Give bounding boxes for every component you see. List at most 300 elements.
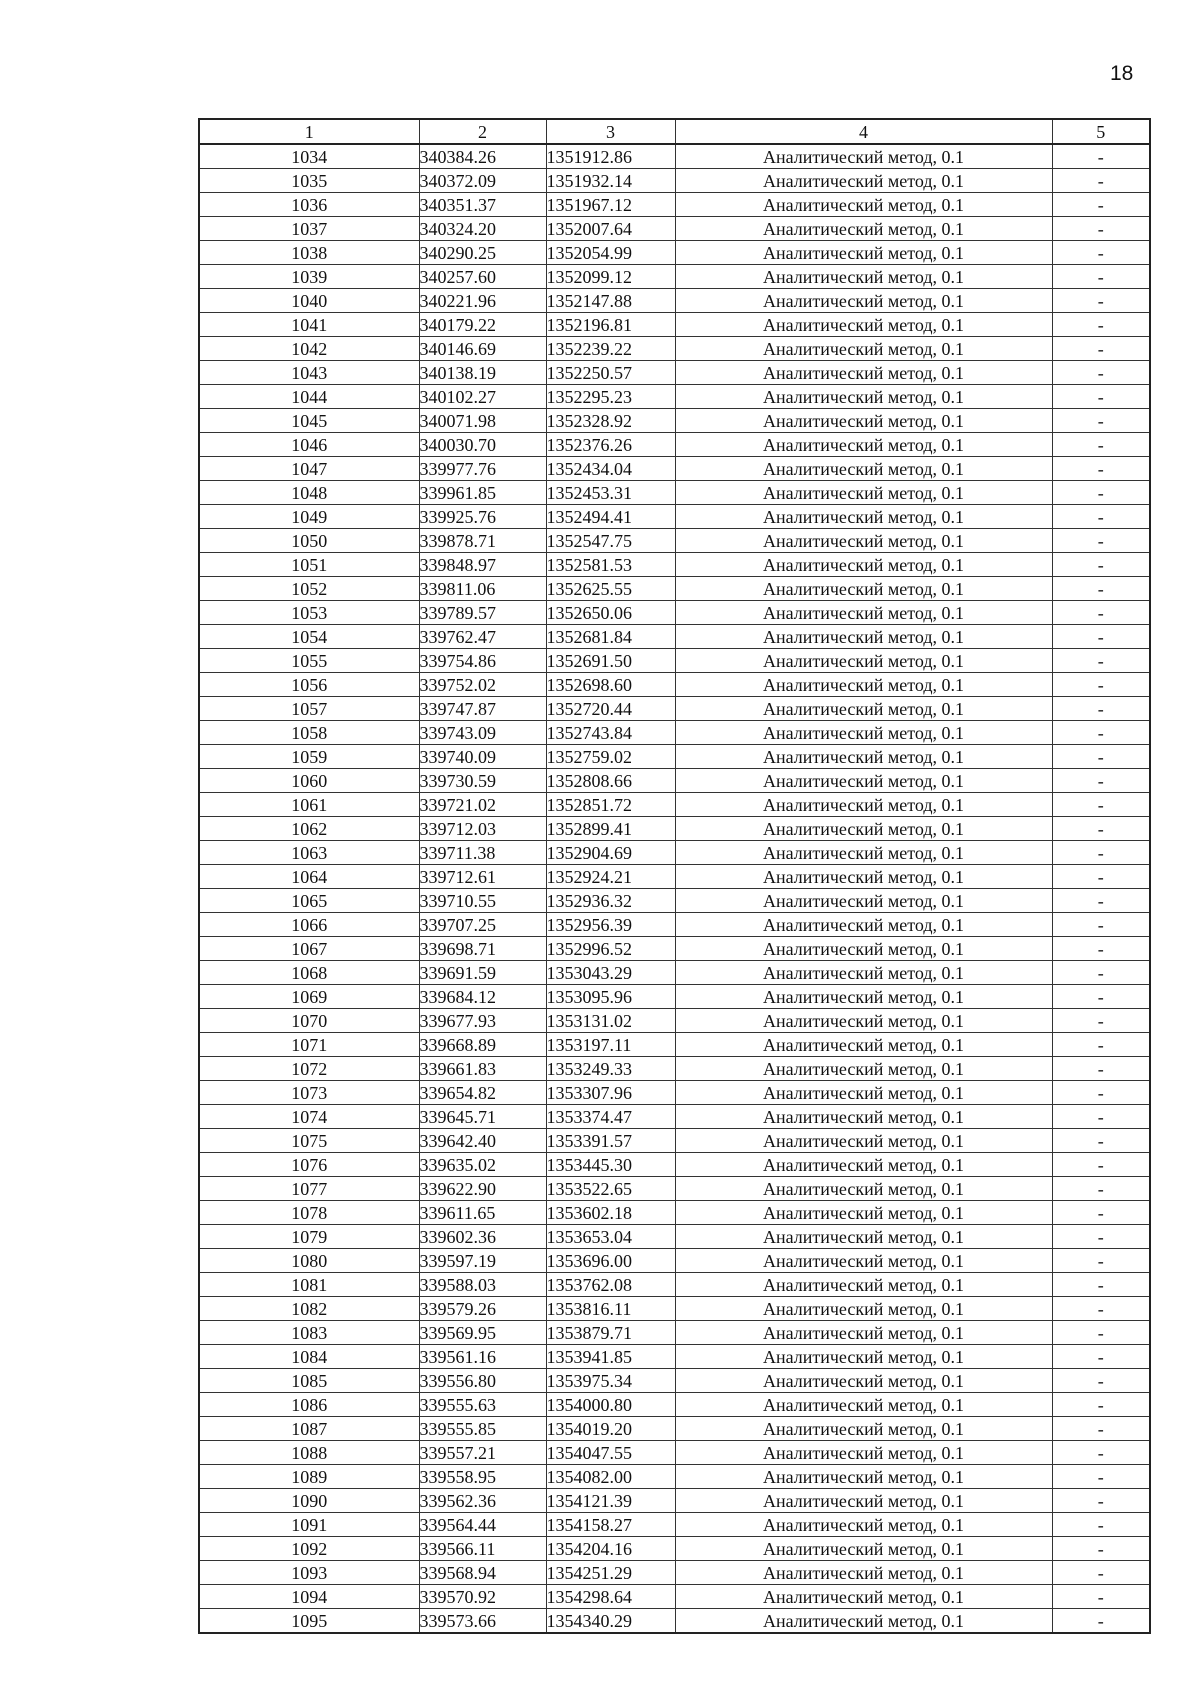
point-number-cell: 1046: [199, 433, 419, 457]
y-coordinate-cell: 1352851.72: [546, 793, 675, 817]
point-number-cell: 1061: [199, 793, 419, 817]
table-row: [199, 625, 1150, 649]
y-coordinate-cell: 1352099.12: [546, 265, 675, 289]
note-cell: -: [1052, 1033, 1150, 1057]
header-row: [199, 119, 1150, 144]
x-coordinate-cell: 340030.70: [419, 433, 546, 457]
y-coordinate-cell: 1352650.06: [546, 601, 675, 625]
note-cell: -: [1052, 913, 1150, 937]
point-number-cell: 1092: [199, 1537, 419, 1561]
point-number-cell: 1062: [199, 817, 419, 841]
method-cell: Аналитический метод, 0.1: [675, 577, 1052, 601]
x-coordinate-cell: 340372.09: [419, 169, 546, 193]
note-cell: -: [1052, 1489, 1150, 1513]
table-row: [199, 1129, 1150, 1153]
x-coordinate-cell: 340146.69: [419, 337, 546, 361]
point-number-cell: 1084: [199, 1345, 419, 1369]
note-cell: -: [1052, 1369, 1150, 1393]
method-cell: Аналитический метод, 0.1: [675, 1585, 1052, 1609]
y-coordinate-cell: 1352453.31: [546, 481, 675, 505]
method-cell: Аналитический метод, 0.1: [675, 649, 1052, 673]
x-coordinate-cell: 339555.85: [419, 1417, 546, 1441]
point-number-cell: 1090: [199, 1489, 419, 1513]
note-cell: -: [1052, 1393, 1150, 1417]
table-row: [199, 1273, 1150, 1297]
method-cell: Аналитический метод, 0.1: [675, 841, 1052, 865]
point-number-cell: 1095: [199, 1609, 419, 1634]
table-row: [199, 1105, 1150, 1129]
point-number-cell: 1064: [199, 865, 419, 889]
table-row: [199, 913, 1150, 937]
point-number-cell: 1035: [199, 169, 419, 193]
table-row: [199, 1177, 1150, 1201]
x-coordinate-cell: 339622.90: [419, 1177, 546, 1201]
table-row: [199, 361, 1150, 385]
table-row: [199, 193, 1150, 217]
method-cell: Аналитический метод, 0.1: [675, 1369, 1052, 1393]
table-row: [199, 1561, 1150, 1585]
x-coordinate-cell: 339642.40: [419, 1129, 546, 1153]
method-cell: Аналитический метод, 0.1: [675, 1321, 1052, 1345]
table-row: [199, 1297, 1150, 1321]
y-coordinate-cell: 1353522.65: [546, 1177, 675, 1201]
x-coordinate-cell: 339707.25: [419, 913, 546, 937]
method-cell: Аналитический метод, 0.1: [675, 937, 1052, 961]
table-row: [199, 1465, 1150, 1489]
table-row: [199, 337, 1150, 361]
point-number-cell: 1053: [199, 601, 419, 625]
method-cell: Аналитический метод, 0.1: [675, 1009, 1052, 1033]
point-number-cell: 1055: [199, 649, 419, 673]
method-cell: Аналитический метод, 0.1: [675, 337, 1052, 361]
y-coordinate-cell: 1352007.64: [546, 217, 675, 241]
note-cell: -: [1052, 673, 1150, 697]
method-cell: Аналитический метод, 0.1: [675, 1345, 1052, 1369]
x-coordinate-cell: 339558.95: [419, 1465, 546, 1489]
note-cell: -: [1052, 1153, 1150, 1177]
method-cell: Аналитический метод, 0.1: [675, 1513, 1052, 1537]
note-cell: -: [1052, 1585, 1150, 1609]
method-cell: Аналитический метод, 0.1: [675, 217, 1052, 241]
table-row: [199, 144, 1150, 169]
note-cell: -: [1052, 1105, 1150, 1129]
point-number-cell: 1076: [199, 1153, 419, 1177]
method-cell: Аналитический метод, 0.1: [675, 241, 1052, 265]
point-number-cell: 1077: [199, 1177, 419, 1201]
x-coordinate-cell: 339762.47: [419, 625, 546, 649]
note-cell: -: [1052, 529, 1150, 553]
note-cell: -: [1052, 313, 1150, 337]
y-coordinate-cell: 1352720.44: [546, 697, 675, 721]
table-row: [199, 1009, 1150, 1033]
point-number-cell: 1078: [199, 1201, 419, 1225]
table-body: [199, 144, 1150, 1633]
note-cell: -: [1052, 553, 1150, 577]
method-cell: Аналитический метод, 0.1: [675, 1105, 1052, 1129]
method-cell: Аналитический метод, 0.1: [675, 1417, 1052, 1441]
point-number-cell: 1043: [199, 361, 419, 385]
y-coordinate-cell: 1352494.41: [546, 505, 675, 529]
header-col-5: 5: [1052, 119, 1150, 144]
y-coordinate-cell: 1353602.18: [546, 1201, 675, 1225]
note-cell: -: [1052, 577, 1150, 601]
note-cell: -: [1052, 1297, 1150, 1321]
method-cell: Аналитический метод, 0.1: [675, 1153, 1052, 1177]
table-row: [199, 1369, 1150, 1393]
method-cell: Аналитический метод, 0.1: [675, 409, 1052, 433]
y-coordinate-cell: 1352743.84: [546, 721, 675, 745]
y-coordinate-cell: 1354082.00: [546, 1465, 675, 1489]
y-coordinate-cell: 1352054.99: [546, 241, 675, 265]
y-coordinate-cell: 1352996.52: [546, 937, 675, 961]
x-coordinate-cell: 339789.57: [419, 601, 546, 625]
table-row: [199, 961, 1150, 985]
note-cell: -: [1052, 457, 1150, 481]
y-coordinate-cell: 1352239.22: [546, 337, 675, 361]
method-cell: Аналитический метод, 0.1: [675, 865, 1052, 889]
note-cell: -: [1052, 1537, 1150, 1561]
y-coordinate-cell: 1352904.69: [546, 841, 675, 865]
method-cell: Аналитический метод, 0.1: [675, 625, 1052, 649]
note-cell: -: [1052, 961, 1150, 985]
x-coordinate-cell: 339557.21: [419, 1441, 546, 1465]
x-coordinate-cell: 340102.27: [419, 385, 546, 409]
table-row: [199, 721, 1150, 745]
point-number-cell: 1034: [199, 144, 419, 169]
x-coordinate-cell: 340221.96: [419, 289, 546, 313]
note-cell: -: [1052, 144, 1150, 169]
x-coordinate-cell: 339556.80: [419, 1369, 546, 1393]
point-number-cell: 1069: [199, 985, 419, 1009]
y-coordinate-cell: 1352625.55: [546, 577, 675, 601]
point-number-cell: 1039: [199, 265, 419, 289]
note-cell: -: [1052, 265, 1150, 289]
x-coordinate-cell: 339878.71: [419, 529, 546, 553]
y-coordinate-cell: 1354204.16: [546, 1537, 675, 1561]
method-cell: Аналитический метод, 0.1: [675, 481, 1052, 505]
table-row: [199, 1417, 1150, 1441]
method-cell: Аналитический метод, 0.1: [675, 961, 1052, 985]
note-cell: -: [1052, 1201, 1150, 1225]
method-cell: Аналитический метод, 0.1: [675, 1273, 1052, 1297]
point-number-cell: 1038: [199, 241, 419, 265]
method-cell: Аналитический метод, 0.1: [675, 529, 1052, 553]
point-number-cell: 1074: [199, 1105, 419, 1129]
x-coordinate-cell: 339588.03: [419, 1273, 546, 1297]
note-cell: -: [1052, 385, 1150, 409]
method-cell: Аналитический метод, 0.1: [675, 289, 1052, 313]
table-row: [199, 793, 1150, 817]
x-coordinate-cell: 339712.61: [419, 865, 546, 889]
table-row: [199, 505, 1150, 529]
table-row: [199, 313, 1150, 337]
table-row: [199, 457, 1150, 481]
y-coordinate-cell: 1352196.81: [546, 313, 675, 337]
x-coordinate-cell: 339698.71: [419, 937, 546, 961]
note-cell: -: [1052, 1417, 1150, 1441]
y-coordinate-cell: 1351967.12: [546, 193, 675, 217]
note-cell: -: [1052, 985, 1150, 1009]
table-row: [199, 1393, 1150, 1417]
method-cell: Аналитический метод, 0.1: [675, 1057, 1052, 1081]
table-row: [199, 1033, 1150, 1057]
x-coordinate-cell: 340138.19: [419, 361, 546, 385]
point-number-cell: 1083: [199, 1321, 419, 1345]
table-row: [199, 529, 1150, 553]
x-coordinate-cell: 339661.83: [419, 1057, 546, 1081]
y-coordinate-cell: 1351912.86: [546, 144, 675, 169]
table-row: [199, 1345, 1150, 1369]
x-coordinate-cell: 339602.36: [419, 1225, 546, 1249]
x-coordinate-cell: 339684.12: [419, 985, 546, 1009]
x-coordinate-cell: 339573.66: [419, 1609, 546, 1634]
point-number-cell: 1080: [199, 1249, 419, 1273]
note-cell: -: [1052, 817, 1150, 841]
note-cell: -: [1052, 649, 1150, 673]
y-coordinate-cell: 1353975.34: [546, 1369, 675, 1393]
table-row: [199, 697, 1150, 721]
table-row: [199, 409, 1150, 433]
method-cell: Аналитический метод, 0.1: [675, 1537, 1052, 1561]
y-coordinate-cell: 1353445.30: [546, 1153, 675, 1177]
point-number-cell: 1072: [199, 1057, 419, 1081]
note-cell: -: [1052, 1561, 1150, 1585]
method-cell: Аналитический метод, 0.1: [675, 457, 1052, 481]
table-row: [199, 265, 1150, 289]
point-number-cell: 1040: [199, 289, 419, 313]
header-col-1: 1: [199, 119, 419, 144]
method-cell: Аналитический метод, 0.1: [675, 601, 1052, 625]
y-coordinate-cell: 1352808.66: [546, 769, 675, 793]
note-cell: -: [1052, 697, 1150, 721]
y-coordinate-cell: 1353941.85: [546, 1345, 675, 1369]
note-cell: -: [1052, 865, 1150, 889]
point-number-cell: 1065: [199, 889, 419, 913]
table-row: [199, 1609, 1150, 1634]
y-coordinate-cell: 1352295.23: [546, 385, 675, 409]
y-coordinate-cell: 1353131.02: [546, 1009, 675, 1033]
x-coordinate-cell: 339566.11: [419, 1537, 546, 1561]
x-coordinate-cell: 339710.55: [419, 889, 546, 913]
x-coordinate-cell: 339754.86: [419, 649, 546, 673]
point-number-cell: 1068: [199, 961, 419, 985]
note-cell: -: [1052, 1609, 1150, 1634]
method-cell: Аналитический метод, 0.1: [675, 1441, 1052, 1465]
table-row: [199, 745, 1150, 769]
x-coordinate-cell: 339579.26: [419, 1297, 546, 1321]
note-cell: -: [1052, 1465, 1150, 1489]
table-row: [199, 985, 1150, 1009]
x-coordinate-cell: 339730.59: [419, 769, 546, 793]
point-number-cell: 1041: [199, 313, 419, 337]
note-cell: -: [1052, 1225, 1150, 1249]
y-coordinate-cell: 1352147.88: [546, 289, 675, 313]
method-cell: Аналитический метод, 0.1: [675, 769, 1052, 793]
note-cell: -: [1052, 1273, 1150, 1297]
note-cell: -: [1052, 481, 1150, 505]
y-coordinate-cell: 1353374.47: [546, 1105, 675, 1129]
x-coordinate-cell: 339721.02: [419, 793, 546, 817]
point-number-cell: 1089: [199, 1465, 419, 1489]
note-cell: -: [1052, 1081, 1150, 1105]
point-number-cell: 1036: [199, 193, 419, 217]
note-cell: -: [1052, 193, 1150, 217]
y-coordinate-cell: 1354158.27: [546, 1513, 675, 1537]
table-row: [199, 481, 1150, 505]
point-number-cell: 1047: [199, 457, 419, 481]
x-coordinate-cell: 340179.22: [419, 313, 546, 337]
y-coordinate-cell: 1352581.53: [546, 553, 675, 577]
y-coordinate-cell: 1352376.26: [546, 433, 675, 457]
x-coordinate-cell: 339712.03: [419, 817, 546, 841]
y-coordinate-cell: 1353307.96: [546, 1081, 675, 1105]
method-cell: Аналитический метод, 0.1: [675, 433, 1052, 457]
y-coordinate-cell: 1353249.33: [546, 1057, 675, 1081]
method-cell: Аналитический метод, 0.1: [675, 889, 1052, 913]
note-cell: -: [1052, 1129, 1150, 1153]
point-number-cell: 1063: [199, 841, 419, 865]
table-row: [199, 577, 1150, 601]
table-row: [199, 841, 1150, 865]
x-coordinate-cell: 339811.06: [419, 577, 546, 601]
point-number-cell: 1066: [199, 913, 419, 937]
x-coordinate-cell: 339747.87: [419, 697, 546, 721]
table-row: [199, 1249, 1150, 1273]
table-row: [199, 1321, 1150, 1345]
method-cell: Аналитический метод, 0.1: [675, 553, 1052, 577]
y-coordinate-cell: 1352936.32: [546, 889, 675, 913]
point-number-cell: 1073: [199, 1081, 419, 1105]
point-number-cell: 1044: [199, 385, 419, 409]
y-coordinate-cell: 1353762.08: [546, 1273, 675, 1297]
table-row: [199, 769, 1150, 793]
table-row: [199, 217, 1150, 241]
method-cell: Аналитический метод, 0.1: [675, 1249, 1052, 1273]
x-coordinate-cell: 339668.89: [419, 1033, 546, 1057]
y-coordinate-cell: 1354251.29: [546, 1561, 675, 1585]
y-coordinate-cell: 1352328.92: [546, 409, 675, 433]
note-cell: -: [1052, 721, 1150, 745]
table-row: [199, 1585, 1150, 1609]
note-cell: -: [1052, 1513, 1150, 1537]
method-cell: Аналитический метод, 0.1: [675, 385, 1052, 409]
note-cell: -: [1052, 217, 1150, 241]
method-cell: Аналитический метод, 0.1: [675, 721, 1052, 745]
method-cell: Аналитический метод, 0.1: [675, 361, 1052, 385]
method-cell: Аналитический метод, 0.1: [675, 1225, 1052, 1249]
y-coordinate-cell: 1353653.04: [546, 1225, 675, 1249]
point-number-cell: 1052: [199, 577, 419, 601]
x-coordinate-cell: 339568.94: [419, 1561, 546, 1585]
method-cell: Аналитический метод, 0.1: [675, 265, 1052, 289]
method-cell: Аналитический метод, 0.1: [675, 817, 1052, 841]
method-cell: Аналитический метод, 0.1: [675, 1177, 1052, 1201]
table-row: [199, 1225, 1150, 1249]
table-row: [199, 889, 1150, 913]
method-cell: Аналитический метод, 0.1: [675, 745, 1052, 769]
x-coordinate-cell: 340351.37: [419, 193, 546, 217]
note-cell: -: [1052, 1009, 1150, 1033]
y-coordinate-cell: 1352691.50: [546, 649, 675, 673]
note-cell: -: [1052, 601, 1150, 625]
note-cell: -: [1052, 241, 1150, 265]
x-coordinate-cell: 339597.19: [419, 1249, 546, 1273]
table-row: [199, 1513, 1150, 1537]
method-cell: Аналитический метод, 0.1: [675, 313, 1052, 337]
y-coordinate-cell: 1351932.14: [546, 169, 675, 193]
note-cell: -: [1052, 1177, 1150, 1201]
method-cell: Аналитический метод, 0.1: [675, 1033, 1052, 1057]
point-number-cell: 1037: [199, 217, 419, 241]
point-number-cell: 1054: [199, 625, 419, 649]
x-coordinate-cell: 339635.02: [419, 1153, 546, 1177]
table-row: [199, 1537, 1150, 1561]
x-coordinate-cell: 339564.44: [419, 1513, 546, 1537]
note-cell: -: [1052, 793, 1150, 817]
y-coordinate-cell: 1354121.39: [546, 1489, 675, 1513]
point-number-cell: 1088: [199, 1441, 419, 1465]
method-cell: Аналитический метод, 0.1: [675, 913, 1052, 937]
y-coordinate-cell: 1352698.60: [546, 673, 675, 697]
note-cell: -: [1052, 841, 1150, 865]
method-cell: Аналитический метод, 0.1: [675, 697, 1052, 721]
table-row: [199, 937, 1150, 961]
method-cell: Аналитический метод, 0.1: [675, 1561, 1052, 1585]
note-cell: -: [1052, 1321, 1150, 1345]
method-cell: Аналитический метод, 0.1: [675, 1201, 1052, 1225]
point-number-cell: 1057: [199, 697, 419, 721]
y-coordinate-cell: 1352899.41: [546, 817, 675, 841]
x-coordinate-cell: 339925.76: [419, 505, 546, 529]
x-coordinate-cell: 339570.92: [419, 1585, 546, 1609]
y-coordinate-cell: 1353816.11: [546, 1297, 675, 1321]
note-cell: -: [1052, 1441, 1150, 1465]
x-coordinate-cell: 340290.25: [419, 241, 546, 265]
table-row: [199, 865, 1150, 889]
table-row: [199, 1153, 1150, 1177]
table-row: [199, 169, 1150, 193]
x-coordinate-cell: 339711.38: [419, 841, 546, 865]
table-row: [199, 673, 1150, 697]
coordinates-table: [198, 118, 1151, 1634]
point-number-cell: 1050: [199, 529, 419, 553]
y-coordinate-cell: 1352924.21: [546, 865, 675, 889]
table-row: [199, 1201, 1150, 1225]
x-coordinate-cell: 339691.59: [419, 961, 546, 985]
point-number-cell: 1058: [199, 721, 419, 745]
point-number-cell: 1051: [199, 553, 419, 577]
y-coordinate-cell: 1352434.04: [546, 457, 675, 481]
x-coordinate-cell: 339562.36: [419, 1489, 546, 1513]
point-number-cell: 1045: [199, 409, 419, 433]
table-row: [199, 817, 1150, 841]
y-coordinate-cell: 1353879.71: [546, 1321, 675, 1345]
point-number-cell: 1086: [199, 1393, 419, 1417]
table-row: [199, 1057, 1150, 1081]
note-cell: -: [1052, 937, 1150, 961]
y-coordinate-cell: 1354047.55: [546, 1441, 675, 1465]
note-cell: -: [1052, 361, 1150, 385]
point-number-cell: 1071: [199, 1033, 419, 1057]
table-row: [199, 1081, 1150, 1105]
table-row: [199, 289, 1150, 313]
point-number-cell: 1060: [199, 769, 419, 793]
note-cell: -: [1052, 505, 1150, 529]
note-cell: -: [1052, 1249, 1150, 1273]
x-coordinate-cell: 339561.16: [419, 1345, 546, 1369]
point-number-cell: 1070: [199, 1009, 419, 1033]
method-cell: Аналитический метод, 0.1: [675, 169, 1052, 193]
